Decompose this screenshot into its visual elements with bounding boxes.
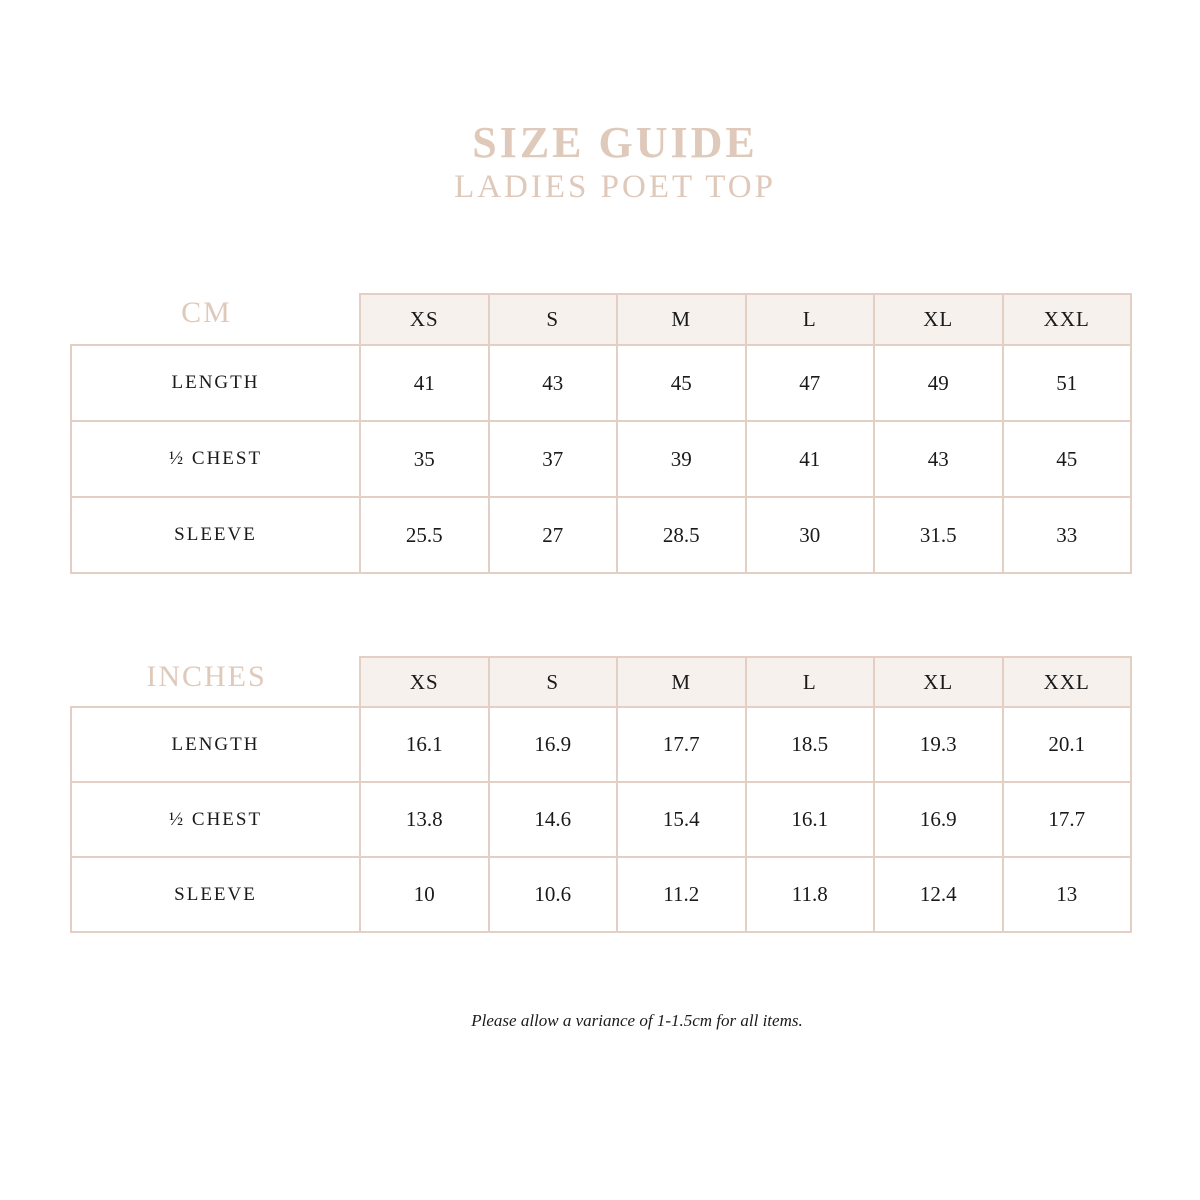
size-header-row [71, 294, 1131, 345]
size-header-s: S [489, 657, 618, 707]
size-header-m: M [617, 657, 746, 707]
size-header-m: M [617, 294, 746, 345]
unit-label-inches: INCHES [146, 660, 267, 693]
header-blank-cell [71, 657, 360, 707]
size-header-s: S [489, 294, 618, 345]
size-header-xs: XS [360, 294, 489, 345]
measurement-cell: 14.6 [489, 782, 618, 857]
table-row-sleeve [71, 857, 1131, 932]
size-header-l: L [746, 657, 875, 707]
page-title: SIZE GUIDE [472, 118, 758, 167]
row-label: ½ CHEST [71, 421, 360, 497]
measurement-cell: 31.5 [874, 497, 1003, 573]
measurement-cell: 11.2 [617, 857, 746, 932]
size-header-xxl: XXL [1003, 657, 1132, 707]
row-label: ½ CHEST [71, 782, 360, 857]
measurement-cell: 12.4 [874, 857, 1003, 932]
variance-note: Please allow a variance of 1-1.5cm for all items. [471, 1011, 803, 1030]
size-table-inches [70, 656, 1132, 933]
size-header-xl: XL [874, 657, 1003, 707]
table-row-length [71, 707, 1131, 782]
measurement-cell: 18.5 [746, 707, 875, 782]
size-header-l: L [746, 294, 875, 345]
row-label: LENGTH [71, 707, 360, 782]
measurement-cell: 41 [746, 421, 875, 497]
measurement-cell: 17.7 [617, 707, 746, 782]
measurement-cell: 17.7 [1003, 782, 1132, 857]
measurement-cell: 45 [617, 345, 746, 421]
measurement-cell: 39 [617, 421, 746, 497]
measurement-cell: 10 [360, 857, 489, 932]
measurement-cell: 45 [1003, 421, 1132, 497]
measurement-cell: 43 [874, 421, 1003, 497]
measurement-cell: 16.1 [360, 707, 489, 782]
measurement-cell: 19.3 [874, 707, 1003, 782]
size-header-row [71, 657, 1131, 707]
size-header-xl: XL [874, 294, 1003, 345]
measurement-cell: 16.9 [874, 782, 1003, 857]
measurement-cell: 16.9 [489, 707, 618, 782]
measurement-cell: 27 [489, 497, 618, 573]
header-blank-cell [71, 294, 360, 345]
size-table-cm [70, 293, 1132, 574]
measurement-cell: 33 [1003, 497, 1132, 573]
row-label: SLEEVE [71, 857, 360, 932]
measurement-cell: 15.4 [617, 782, 746, 857]
measurement-cell: 13 [1003, 857, 1132, 932]
measurement-cell: 43 [489, 345, 618, 421]
measurement-cell: 30 [746, 497, 875, 573]
measurement-cell: 11.8 [746, 857, 875, 932]
table-row-sleeve [71, 497, 1131, 573]
measurement-cell: 35 [360, 421, 489, 497]
product-subtitle: LADIES POET TOP [454, 169, 776, 205]
unit-label-cm: CM [181, 296, 232, 329]
measurement-cell: 47 [746, 345, 875, 421]
measurement-cell: 20.1 [1003, 707, 1132, 782]
table-row-chest [71, 421, 1131, 497]
row-label: LENGTH [71, 345, 360, 421]
measurement-cell: 25.5 [360, 497, 489, 573]
measurement-cell: 37 [489, 421, 618, 497]
table-row-chest [71, 782, 1131, 857]
measurement-cell: 49 [874, 345, 1003, 421]
measurement-cell: 10.6 [489, 857, 618, 932]
measurement-cell: 13.8 [360, 782, 489, 857]
measurement-cell: 41 [360, 345, 489, 421]
row-label: SLEEVE [71, 497, 360, 573]
measurement-cell: 28.5 [617, 497, 746, 573]
table-row-length [71, 345, 1131, 421]
measurement-cell: 51 [1003, 345, 1132, 421]
measurement-cell: 16.1 [746, 782, 875, 857]
size-header-xxl: XXL [1003, 294, 1132, 345]
size-header-xs: XS [360, 657, 489, 707]
